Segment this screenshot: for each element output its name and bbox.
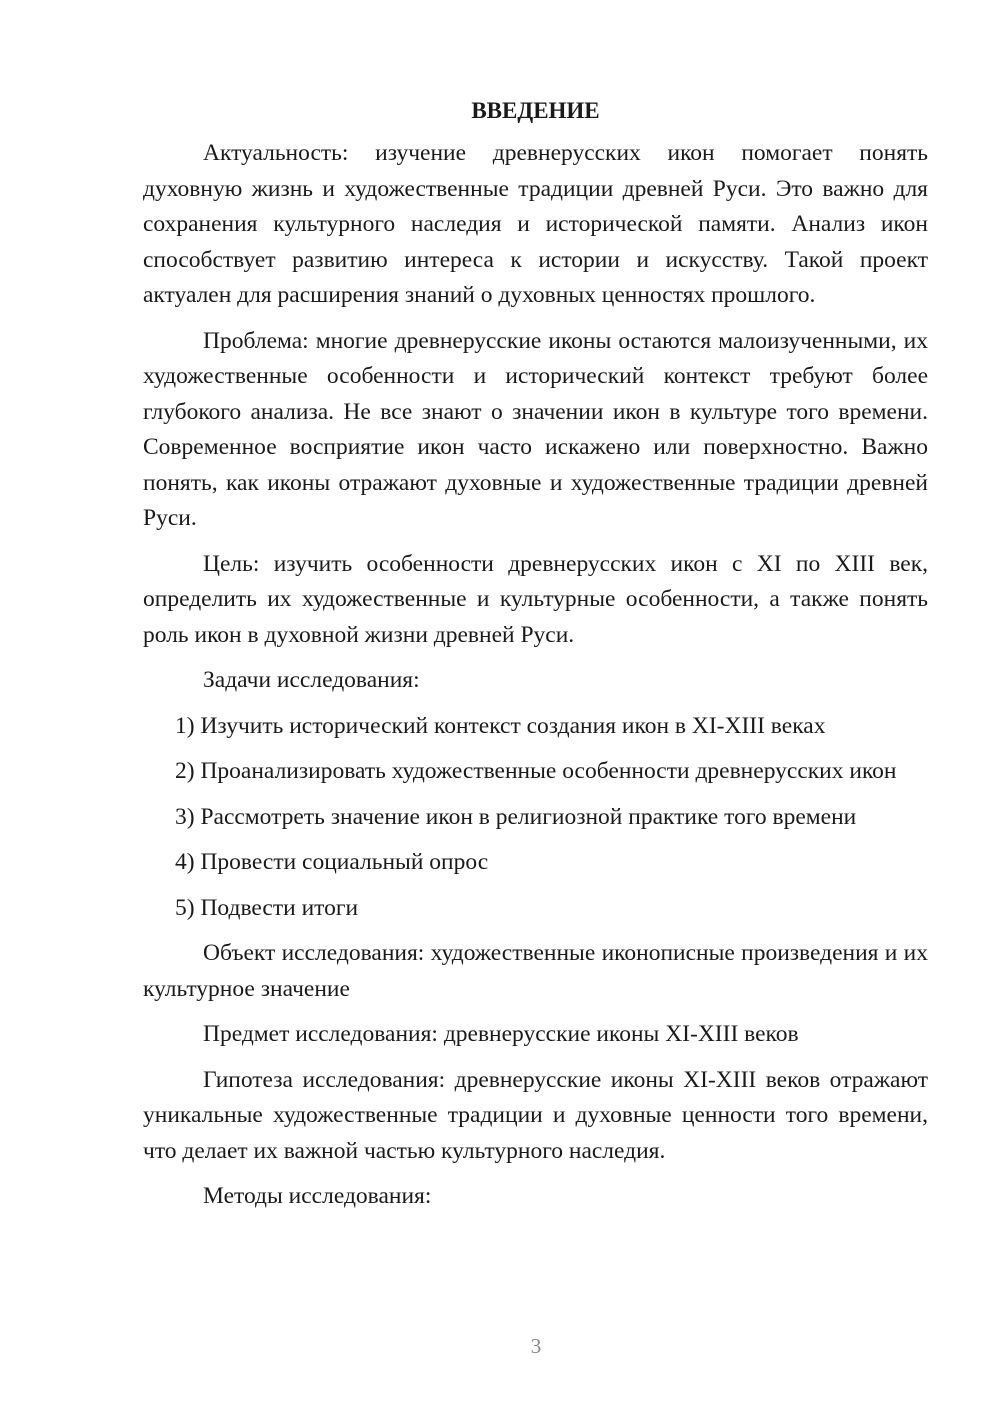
task-item-1: 1) Изучить исторический контекст создания икон в XI-XIII веках bbox=[175, 712, 826, 739]
task-item-2: 2) Проанализировать художественные особенности древнерусских икон bbox=[175, 758, 897, 784]
methods-heading: Методы исследования: bbox=[203, 1183, 432, 1209]
page-title: ВВЕДЕНИЕ bbox=[471, 98, 600, 123]
problem-paragraph: Проблема: многие древнерусские иконы остаются малоизученными, их художественные особенности и исторический контекст требуют более глубокого анализа. Не все знают о значении икон в культуре того времени. Современное восприятие икон часто искажено или поверхностно. Важно понять, как иконы отражают духовные и художественные традиции древней Руси. bbox=[143, 327, 928, 531]
tasks-heading: Задачи исследования: bbox=[203, 667, 420, 693]
subject-paragraph: Предмет исследования: древнерусские иконы XI-XIII веков bbox=[203, 1021, 799, 1047]
page-number: 3 bbox=[530, 1334, 542, 1358]
task-item-4: 4) Провести социальный опрос bbox=[175, 849, 489, 875]
hypothesis-paragraph: Гипотеза исследования: древнерусские иконы XI-XIII веков отражают уникальные художественные традиции и духовные ценности того времени, что делает их важной частью культурного наследия. bbox=[143, 1066, 928, 1164]
goal-paragraph: Цель: изучить особенности древнерусских икон с XI по XIII век, определить их художественные и культурные особенности, а также понять роль икон в духовной жизни древней Руси. bbox=[143, 550, 928, 648]
relevance-paragraph: Актуальность: изучение древнерусских икон помогает понять духовную жизнь и художественные традиции древней Руси. Это важно для сохранения культурного наследия и исторической памяти. Анализ икон способствует развитию интереса к истории и искусству. Такой проект актуален для расширения знаний о духовных ценностях прошлого. bbox=[143, 140, 928, 308]
task-item-3: 3) Рассмотреть значение икон в религиозной практике того времени bbox=[175, 803, 857, 830]
object-paragraph: Объект исследования: художественные иконописные произведения и их культурное значение bbox=[143, 940, 928, 1002]
document-page bbox=[143, 96, 928, 1225]
task-item-5: 5) Подвести итоги bbox=[175, 894, 359, 921]
